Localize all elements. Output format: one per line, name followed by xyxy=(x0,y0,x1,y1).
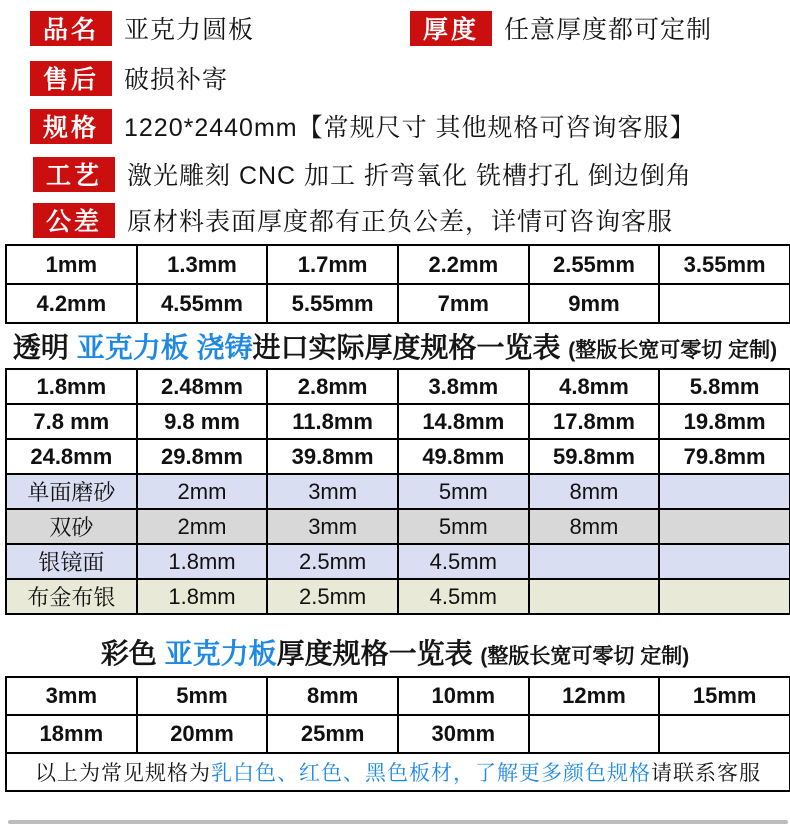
thickness-cell: 5mm xyxy=(137,677,268,715)
spec-value: 1220*2440mm【常规尺寸 其他规格可咨询客服】 xyxy=(124,114,696,142)
thickness-cell: 49.8mm xyxy=(398,439,529,474)
thickness-cell: 2.5mm xyxy=(267,544,398,579)
thickness-cell: 11.8mm xyxy=(267,404,398,439)
transparent-heading-note: (整版长宽可零切 定制) xyxy=(568,339,778,362)
thickness-cell: 3.55mm xyxy=(659,245,790,284)
thickness-cell: 2mm xyxy=(137,474,268,509)
thickness-cell: 29.8mm xyxy=(137,439,268,474)
table-row xyxy=(6,544,790,579)
text-segment: 彩色 xyxy=(100,638,165,669)
info-row-craft xyxy=(33,156,692,192)
thickness-cell: 4.2mm xyxy=(6,284,137,323)
thickness-cell: 10mm xyxy=(398,677,529,715)
text-segment: 透明 xyxy=(12,332,77,363)
text-segment: 请联系客服 xyxy=(651,762,761,785)
thickness-cell: 3.8mm xyxy=(398,369,529,404)
transparent-heading-text xyxy=(13,332,568,363)
info-row-tolerance xyxy=(33,202,673,238)
thickness-cell: 19.8mm xyxy=(659,404,790,439)
text-segment: 乳白色、红色、黑色板材，了解更多颜色规格 xyxy=(211,762,651,785)
table-row xyxy=(6,439,790,474)
color-thickness-body xyxy=(6,677,790,791)
thickness-cell: 1.3mm xyxy=(137,245,268,284)
thickness-cell: 4.55mm xyxy=(137,284,268,323)
color-heading-note: (整版长宽可零切 定制) xyxy=(480,645,690,668)
text-segment: 以上为常见规格为 xyxy=(35,762,211,785)
thickness-cell: 8mm xyxy=(529,509,660,544)
thickness-cell: 9mm xyxy=(529,284,660,323)
thickness-cell: 5mm xyxy=(398,474,529,509)
bottom-divider-bar xyxy=(8,820,788,824)
product-name-value: 亚克力圆板 xyxy=(124,16,255,44)
tolerance-badge: 公差 xyxy=(33,203,115,238)
info-row-after-sales xyxy=(30,60,228,96)
thickness-cell: 3mm xyxy=(267,474,398,509)
thickness-cell xyxy=(529,579,660,614)
thickness-cell: 15mm xyxy=(659,677,790,715)
craft-badge: 工艺 xyxy=(33,157,115,192)
thickness-cell: 14.8mm xyxy=(398,404,529,439)
thickness-cell: 4.8mm xyxy=(529,369,660,404)
info-row-thickness xyxy=(410,10,712,46)
thickness-cell: 7mm xyxy=(398,284,529,323)
thickness-value: 任意厚度都可定制 xyxy=(504,16,713,44)
thickness-cell: 7.8 mm xyxy=(6,404,137,439)
thickness-cell: 1.7mm xyxy=(267,245,398,284)
table-row xyxy=(6,579,790,614)
finish-label-cell: 银镜面 xyxy=(6,544,137,579)
thickness-cell: 12mm xyxy=(529,677,660,715)
thickness-cell: 2.5mm xyxy=(267,579,398,614)
thickness-cell: 4.5mm xyxy=(398,544,529,579)
text-segment: 亚克力板 浇铸 xyxy=(76,332,253,363)
thickness-cell: 20mm xyxy=(137,715,268,753)
thickness-cell: 5.8mm xyxy=(659,369,790,404)
table-row xyxy=(6,284,790,323)
table-row xyxy=(6,474,790,509)
thickness-cell: 3mm xyxy=(267,509,398,544)
thickness-cell: 79.8mm xyxy=(659,439,790,474)
color-table-heading xyxy=(0,632,790,672)
thickness-cell: 2.55mm xyxy=(529,245,660,284)
thickness-cell: 2mm xyxy=(137,509,268,544)
thickness-cell xyxy=(659,284,790,323)
tolerance-value: 原材料表面厚度都有正负公差，详情可咨询客服 xyxy=(127,208,674,236)
thickness-cell: 1.8mm xyxy=(137,579,268,614)
thickness-cell xyxy=(659,474,790,509)
color-thickness-table xyxy=(5,676,790,792)
info-row-spec xyxy=(30,108,696,144)
thickness-cell: 1mm xyxy=(6,245,137,284)
text-segment: 进口实际厚度规格一览表 xyxy=(252,332,569,363)
round-plate-thickness-table xyxy=(5,244,790,324)
transparent-thickness-table xyxy=(5,368,790,615)
thickness-cell xyxy=(529,715,660,753)
transparent-table-heading xyxy=(0,326,790,366)
finish-label-cell: 双砂 xyxy=(6,509,137,544)
thickness-cell xyxy=(659,544,790,579)
text-segment: 亚克力板 xyxy=(164,638,277,669)
color-note-cell xyxy=(6,753,790,791)
thickness-cell: 18mm xyxy=(6,715,137,753)
text-segment: 厚度规格一览表 xyxy=(276,638,481,669)
transparent-thickness-body xyxy=(6,369,790,614)
finish-label-cell: 布金布银 xyxy=(6,579,137,614)
thickness-cell xyxy=(659,579,790,614)
thickness-cell: 5.55mm xyxy=(267,284,398,323)
thickness-cell: 1.8mm xyxy=(6,369,137,404)
thickness-cell: 3mm xyxy=(6,677,137,715)
color-heading-text xyxy=(101,638,481,669)
thickness-badge: 厚度 xyxy=(410,11,492,46)
craft-value: 激光雕刻 CNC 加工 折弯氧化 铣槽打孔 倒边倒角 xyxy=(127,162,692,190)
thickness-cell xyxy=(659,509,790,544)
table-row xyxy=(6,715,790,753)
thickness-cell: 8mm xyxy=(529,474,660,509)
thickness-cell: 30mm xyxy=(398,715,529,753)
thickness-cell: 4.5mm xyxy=(398,579,529,614)
thickness-cell xyxy=(529,544,660,579)
thickness-cell: 25mm xyxy=(267,715,398,753)
thickness-cell: 59.8mm xyxy=(529,439,660,474)
thickness-cell: 2.8mm xyxy=(267,369,398,404)
table-row xyxy=(6,245,790,284)
thickness-cell: 8mm xyxy=(267,677,398,715)
after-sales-badge: 售后 xyxy=(30,61,112,96)
table-row xyxy=(6,677,790,715)
thickness-cell: 17.8mm xyxy=(529,404,660,439)
thickness-cell: 5mm xyxy=(398,509,529,544)
after-sales-value: 破损补寄 xyxy=(124,66,229,94)
thickness-cell: 24.8mm xyxy=(6,439,137,474)
finish-label-cell: 单面磨砂 xyxy=(6,474,137,509)
thickness-cell: 9.8 mm xyxy=(137,404,268,439)
thickness-cell xyxy=(659,715,790,753)
round-plate-thickness-body xyxy=(6,245,790,323)
info-row-product-name xyxy=(30,10,254,46)
note-row xyxy=(6,753,790,791)
thickness-cell: 2.2mm xyxy=(398,245,529,284)
table-row xyxy=(6,509,790,544)
thickness-cell: 1.8mm xyxy=(137,544,268,579)
table-row xyxy=(6,369,790,404)
spec-badge: 规格 xyxy=(30,109,112,144)
thickness-cell: 39.8mm xyxy=(267,439,398,474)
table-row xyxy=(6,404,790,439)
product-name-badge: 品名 xyxy=(30,11,112,46)
thickness-cell: 2.48mm xyxy=(137,369,268,404)
